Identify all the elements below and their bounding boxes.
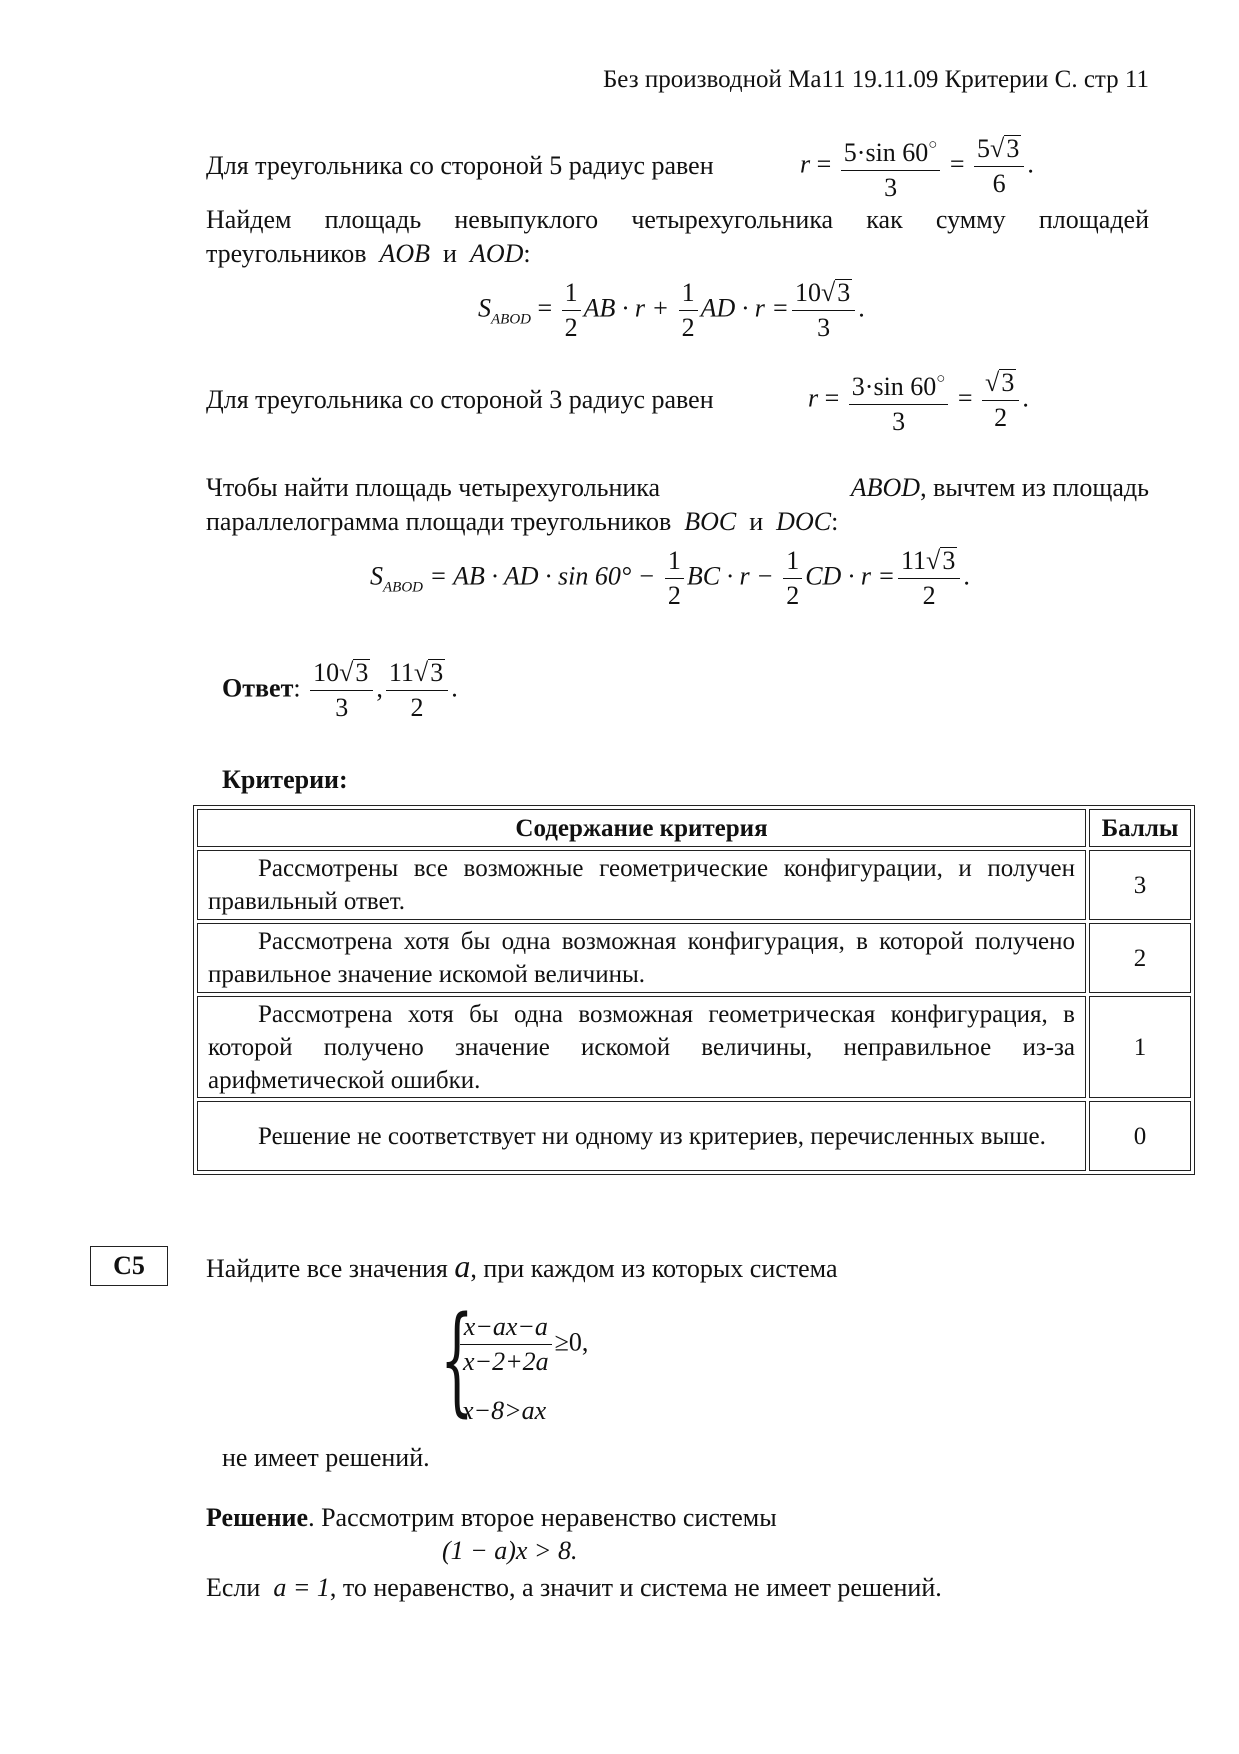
header-criterion: Содержание критерия [197, 809, 1086, 847]
system-inequality-2: x−8>ax [462, 1396, 547, 1425]
text-nonconvex-area: Найдем площадь невыпуклого четырехугольника как сумму площадей [206, 205, 1149, 234]
text-radius-side3: Для треугольника со стороной 3 радиус равен [206, 385, 714, 414]
task-statement: Найдите все значения a, при каждом из которых система [206, 1248, 838, 1284]
formula-area-sum: $S_{ABOD}$ = $\frac{1}{2}$ AB · r + $\frac{1}{2}$ AD · r = $\frac{10√3}{3}$ . [478, 278, 865, 342]
answer-label: Ответ [222, 673, 294, 703]
table-row [197, 850, 1191, 920]
criterion-text: Рассмотрена хотя бы одна возможная геометрическая конфигурация, в которой получено значение искомой величины, неправильное из-за арифметической ошибки. [197, 996, 1086, 1098]
criteria-title: Критерии: [222, 765, 348, 794]
text-radius-side5: Для треугольника со стороной 5 радиус равен [206, 151, 714, 180]
text-parallelogram-1: Чтобы найти площадь четырехугольника ABOD, вычтем из площадь [206, 473, 1149, 502]
criterion-text: Решение не соответствует ни одному из критериев, перечисленных выше. [197, 1101, 1086, 1171]
table-row [197, 1101, 1191, 1171]
criterion-points: 1 [1089, 996, 1191, 1098]
table-row [197, 996, 1191, 1098]
formula-radius-5: r = $\frac{5\cdot\sin 60^○}{3}$ = $\frac{5√3}{6}$ . [800, 128, 1034, 205]
criteria-table [193, 805, 1195, 1175]
criterion-points: 3 [1089, 850, 1191, 920]
system-inequality-1: $\frac{x-ax-a}{x-2+2a}$ ≥0, [460, 1310, 588, 1379]
table-row [197, 923, 1191, 993]
answer-line: Ответ: $\frac{10√3}{3}$ , $\frac{11√3}{2}$ . [222, 658, 458, 722]
solution-line: Решение. Рассмотрим второе неравенство системы [206, 1503, 777, 1532]
text-triangles-aob-aod: треугольников AOB и AOD: [206, 239, 531, 268]
system-brace: { [440, 1290, 474, 1428]
formula-area-difference: $S_{ABOD}$ = AB · AD · sin 60° − $\frac{1}{2}$ BC · r − $\frac{1}{2}$ CD · r = $\frac{11√3}{2}$ . [370, 546, 970, 610]
task-label-c5: C5 [90, 1246, 168, 1286]
criterion-text: Рассмотрены все возможные геометрические конфигурации, и получен правильный ответ. [197, 850, 1086, 920]
text-no-solutions: не имеет решений. [222, 1443, 430, 1472]
criterion-text: Рассмотрена хотя бы одна возможная конфигурация, в которой получено правильное значение искомой величины. [197, 923, 1086, 993]
criterion-points: 0 [1089, 1101, 1191, 1171]
header-points: Баллы [1089, 809, 1191, 847]
page-header: Без производной Ма11 19.11.09 Критерии С. стр 11 [602, 66, 1149, 93]
criterion-points: 2 [1089, 923, 1191, 993]
solution-label: Решение [206, 1503, 309, 1532]
text-parallelogram-2: параллелограмма площади треугольников BOC и DOC: [206, 507, 839, 536]
formula-second-inequality: (1 − a)x > 8. [442, 1536, 578, 1565]
formula-radius-3: r = $\frac{3\cdot\sin 60^○}{3}$ = $\frac{√3}{2}$ . [808, 362, 1029, 439]
table-header-row [197, 809, 1191, 847]
solution-case-a1: Если a = 1, то неравенство, а значит и система не имеет решений. [206, 1573, 942, 1602]
